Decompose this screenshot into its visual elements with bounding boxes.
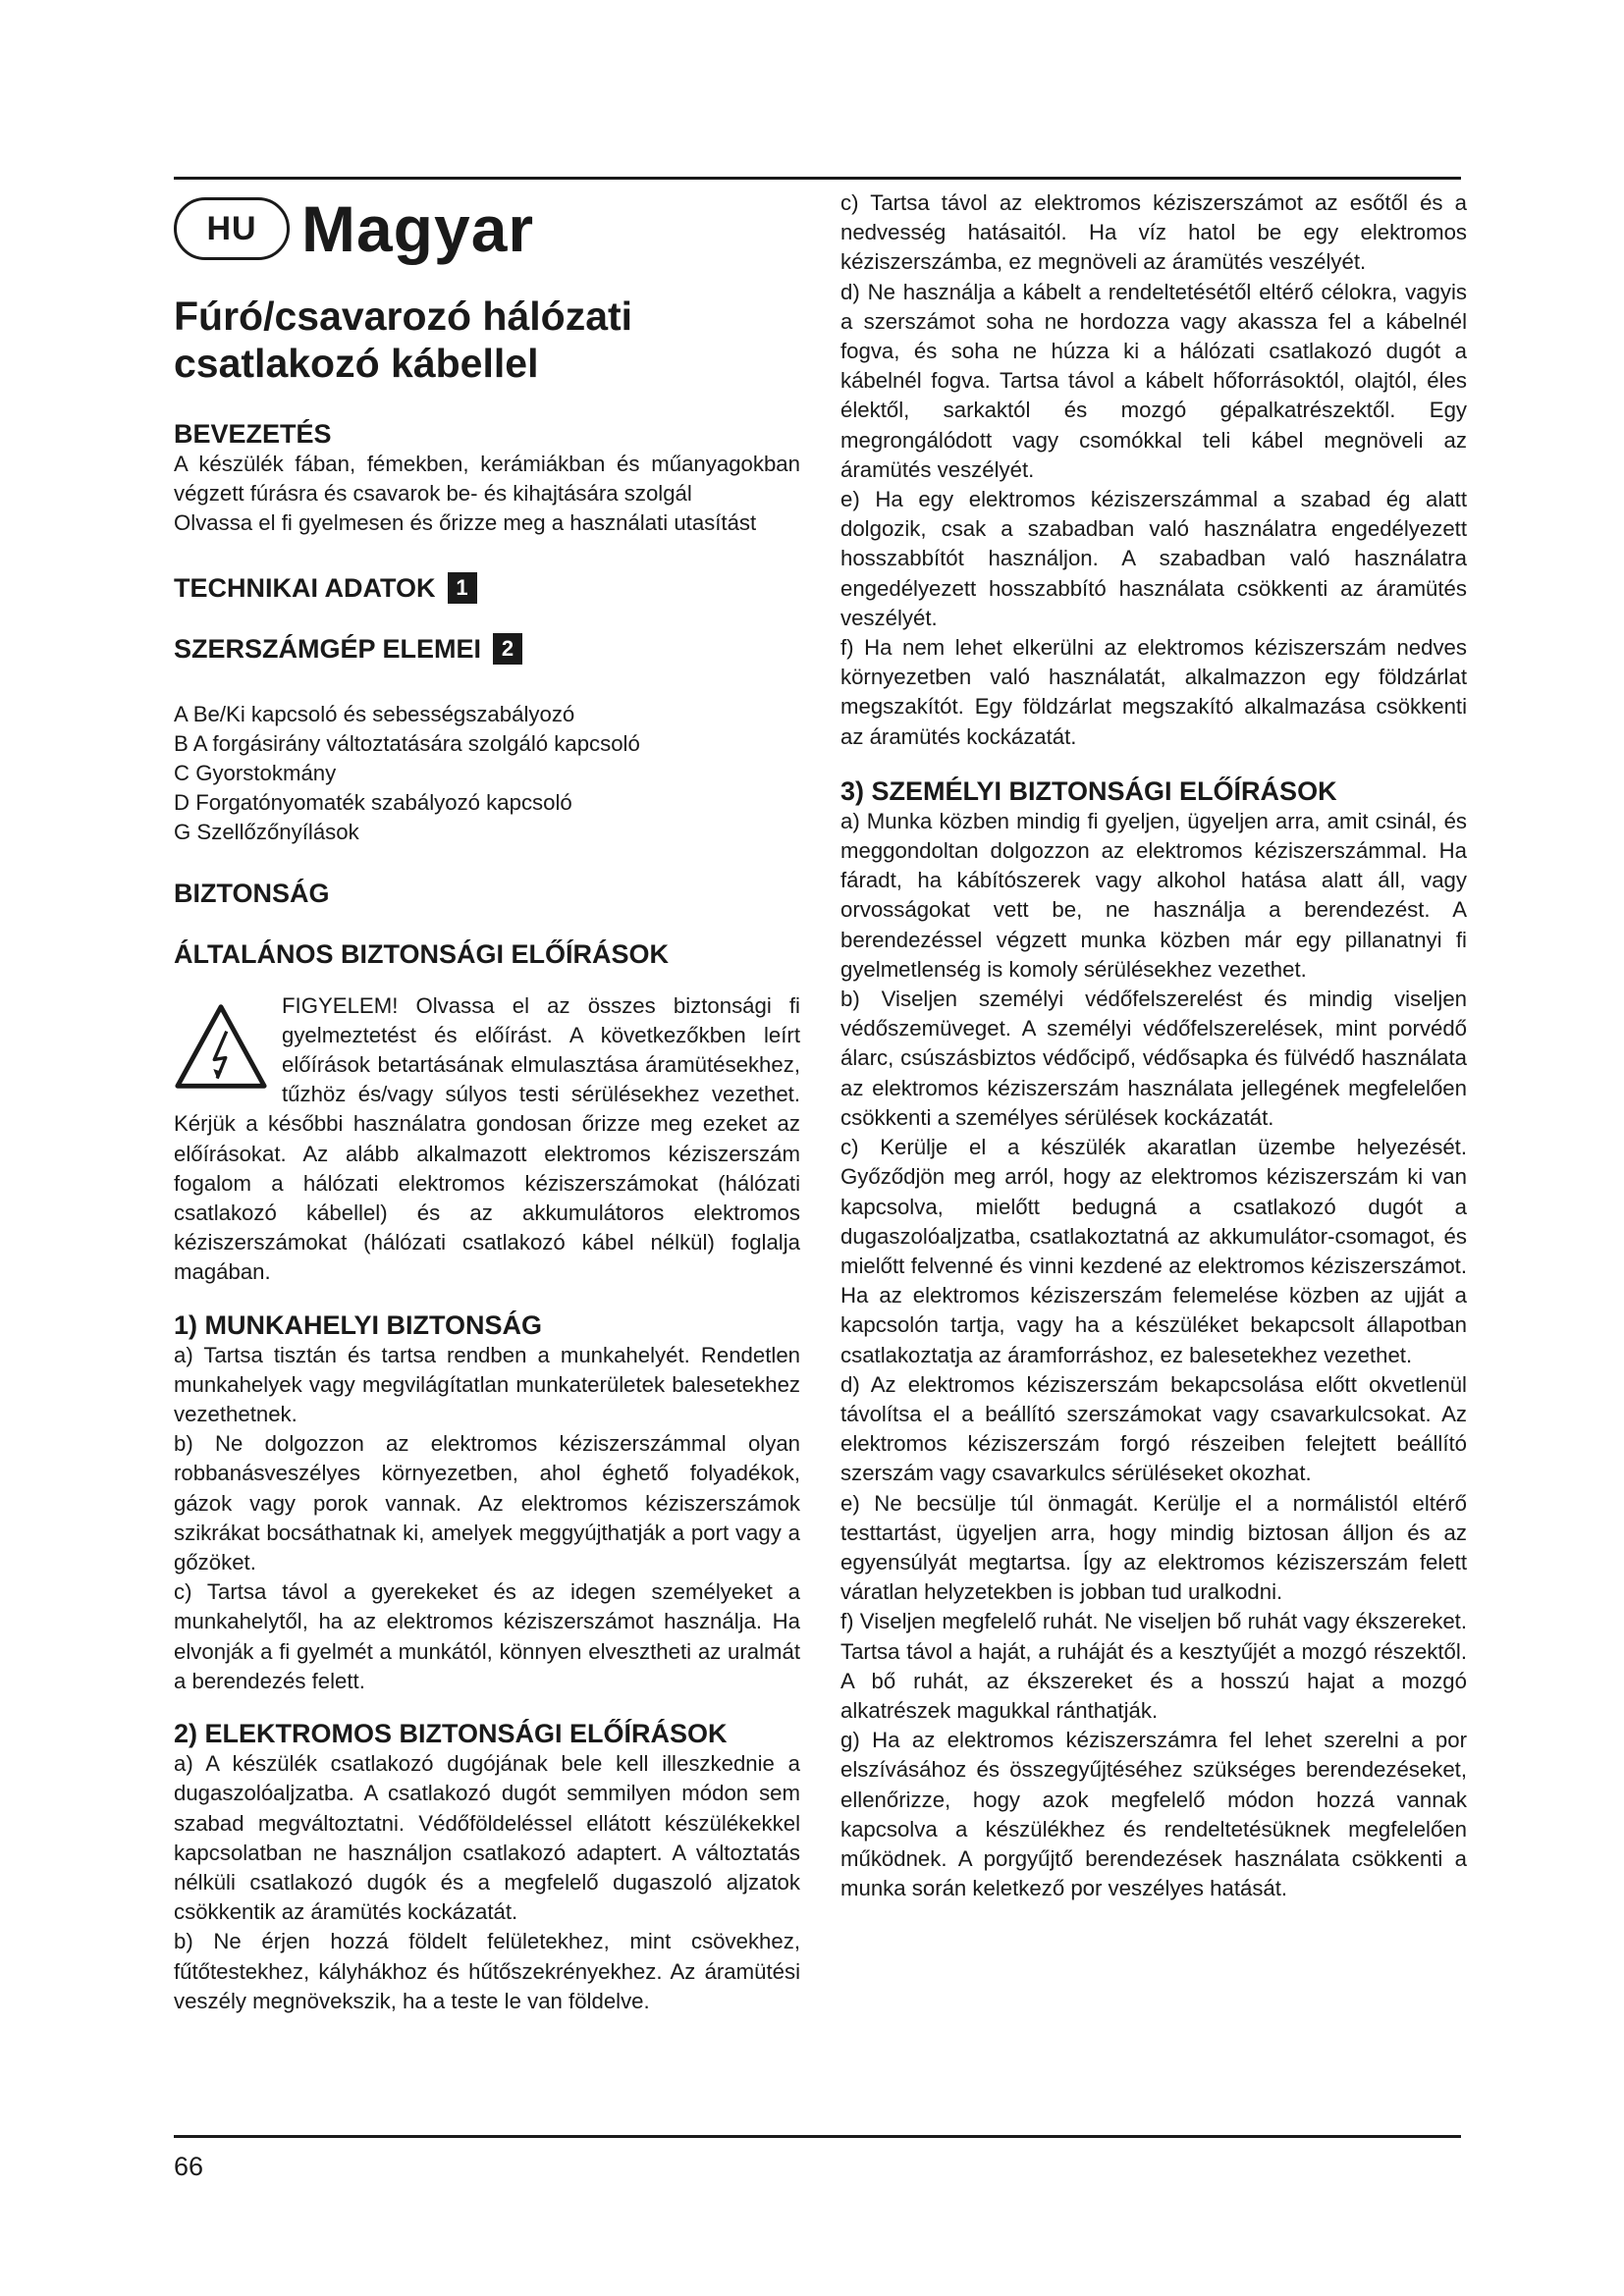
personal-item-b: b) Viseljen személyi védőfelszerelést és mindig viseljen védőszemüveget. A személyi védőfelszerelések, mint porvédő álarc, csúszásbiztos védőcipő, védősapka és fülvédő használata az elektromos kéziszerszám használata jellegének megfelelően csökkenti a személyes sérülések kockázatát. <box>840 987 1467 1130</box>
figure-ref-2: 2 <box>493 633 522 665</box>
intro-paragraph-2: Olvassa el fi gyelmesen és őrizze meg a használati utasítást <box>174 510 757 536</box>
safety-heading: BIZTONSÁG <box>174 878 330 908</box>
parts-heading-row <box>174 633 800 665</box>
intro-paragraph-1: A készülék fában, fémekben, kerámiákban és műanyagokban végzett fúrásra és csavarok be- és kihajtására szolgál <box>174 452 800 507</box>
list-item: B A forgásirány változtatására szolgáló kapcsoló <box>174 730 640 756</box>
intro-heading: BEVEZETÉS <box>174 419 332 449</box>
personal-safety-heading: 3) SZEMÉLYI BIZTONSÁGI ELŐÍRÁSOK <box>840 775 1337 806</box>
parts-list <box>174 700 800 848</box>
workplace-item-a: a) Tartsa tisztán és tartsa rendben a munkahelyét. Rendetlen munkahelyek vagy megvilágítatlan munkaterületek balesetekhez vezethetnek. <box>174 1342 800 1427</box>
document-title: Fúró/csavarozó hálózati csatlakozó kábellel <box>174 294 633 386</box>
right-column <box>840 188 1467 1903</box>
electrical-item-a: a) A készülék csatlakozó dugójának bele kell illeszkednie a dugaszolóaljzatba. A csatlakozó dugót semmilyen módon sem szabad megváltoztatni. Védőföldeléssel ellátott készülékekkel kapcsolatban ne használjon csatlakozó adaptert. A változtatás nélküli csatlakozó dugók és a megfelelő dugaszoló aljzatok csökkentik az áramütés kockázatát. <box>174 1751 800 1925</box>
tech-data-heading: TECHNIKAI ADATOK <box>174 572 436 603</box>
page-number: 66 <box>174 2152 204 2181</box>
language-title: Magyar <box>301 192 535 265</box>
electric-hazard-icon <box>174 1001 268 1092</box>
personal-item-e: e) Ne becsülje túl önmagát. Kerülje el a normálistól eltérő testtartást, ügyeljen arra, hogy mindig biztosan álljon és az egyensúlyát megtartsa. Így az elektromos kéziszerszám felett váratlan helyzetekben is jobban tud uralkodni. <box>840 1490 1467 1605</box>
workplace-item-c: c) Tartsa távol a gyerekeket és az idegen személyeket a munkahelytől, ha az elektromos kéziszerszámot használja. Ha elvonják a fi gyelmét a munkától, könnyen elvesztheti az uralmát a berendezés felett. <box>174 1579 800 1693</box>
electrical-item-c: c) Tartsa távol az elektromos kéziszerszámot az esőtől és a nedvesség hatásaitól. Ha víz hatol be egy elektromos kéziszerszámba, ez megnöveli az áramütés veszélyét. <box>840 190 1467 275</box>
personal-item-c: c) Kerülje el a készülék akaratlan üzembe helyezését. Győződjön meg arról, hogy az elektromos kéziszerszám ki van kapcsolva, mielőtt bedugná a csatlakozó dugót a dugaszolóaljzatba, csatlakoztatná az akkumulátor-csomagot, és mielőtt felvenné és vinni kezdené az elektromos kéziszerszámot. Ha az elektromos kéziszerszám felemelése közben az ujját a kapcsolón tartja, vagy ha a készüléket bekapcsolt állapotban csatlakoztatja az áramforráshoz, ez balesetekhez vezethet. <box>840 1135 1467 1367</box>
personal-item-g: g) Ha az elektromos kéziszerszámra fel lehet szerelni a por elszívásához és összegyűjtéséhez szükséges berendezéseket, ellenőrizze, hogy azok megfelelő módon hozzá vannak kapcsolva a készülékhez és rendeltetésüknek megfelelően működnek. A porgyűjtő berendezések használata csökkenti a munka során keletkező por veszélyes hatását. <box>840 1728 1467 1901</box>
figure-ref-1: 1 <box>448 572 477 604</box>
electrical-item-f: f) Ha nem lehet elkerülni az elektromos kéziszerszám nedves környezetben való használatát, alkalmazzon egy földzárlat megszakítót. Egy földzárlat megszakító alkalmazása csökkenti az áramütés kockázatát. <box>840 635 1467 749</box>
language-header <box>174 188 800 269</box>
parts-heading: SZERSZÁMGÉP ELEMEI <box>174 633 482 664</box>
workplace-item-b: b) Ne dolgozzon az elektromos kéziszerszámmal olyan robbanásveszélyes környezetben, ahol éghető folyadékok, gázok vagy porok vannak. Az elektromos kéziszerszámok szikrákat bocsáthatnak ki, amelyek meggyújthatják a port vagy a gőzöket. <box>174 1431 800 1575</box>
left-column <box>174 188 800 2016</box>
top-rule <box>174 177 1461 180</box>
general-safety-heading: ÁLTALÁNOS BIZTONSÁGI ELŐÍRÁSOK <box>174 938 669 969</box>
warning-text: FIGYELEM! Olvassa el az összes biztonsági fi gyelmeztetést és előírást. A következőkben leírt előírások betartásának elmulasztása áramütésekhez, tűzhöz és/vagy súlyos testi sérülésekhez vezethet. Kérjük a későbbi használatra gondosan őrizze meg ezeket az előírásokat. Az alább alkalmazott elektromos kéziszerszám fogalom a hálózati elektromos kéziszerszámokat (hálózati csatlakozó kábellel) és az akkumulátoros elektromos kéziszerszámokat (hálózati csatlakozó kábel nélkül) foglalja magában. <box>174 992 800 1285</box>
bottom-rule <box>174 2135 1461 2138</box>
list-item: D Forgatónyomaték szabályozó kapcsoló <box>174 790 572 816</box>
personal-item-f: f) Viseljen megfelelő ruhát. Ne viseljen bő ruhát vagy ékszereket. Tartsa távol a haját, a ruháját és a kesztyűjét a mozgó részektől. A bő ruhát, az ékszereket és a hosszú hajat a mozgó alkatrészek magukkal ránthatják. <box>840 1609 1467 1723</box>
list-item: C Gyorstokmány <box>174 761 337 786</box>
electrical-item-b: b) Ne érjen hozzá földelt felületekhez, mint csövekhez, fűtőtestekhez, kályhákhoz és hűtőszekrényekhez. Az áramütési veszély megnövekszik, ha a teste le van földelve. <box>174 1929 800 2013</box>
workplace-safety-heading: 1) MUNKAHELYI BIZTONSÁG <box>174 1309 543 1340</box>
list-item: G Szellőzőnyílások <box>174 820 359 845</box>
warning-block <box>174 991 800 1288</box>
personal-item-d: d) Az elektromos kéziszerszám bekapcsolása előtt okvetlenül távolítsa el a beállító szerszámokat vagy csavarkulcsokat. Az elektromos kéziszerszám forgó részeiben felejtett beállító szerszám vagy csavarkulcs sérüléseket okozhat. <box>840 1371 1467 1486</box>
tech-data-heading-row <box>174 572 800 604</box>
electrical-item-e: e) Ha egy elektromos kéziszerszámmal a szabad ég alatt dolgozik, csak a szabadban való használatra engedélyezett hosszabbítót használjon. A szabadban való használatra engedélyezett hosszabbító használata csökkenti az áramütés veszélyét. <box>840 487 1467 630</box>
list-item: A Be/Ki kapcsoló és sebességszabályozó <box>174 701 575 726</box>
electrical-safety-heading: 2) ELEKTROMOS BIZTONSÁGI ELŐÍRÁSOK <box>174 1719 728 1749</box>
personal-item-a: a) Munka közben mindig fi gyeljen, ügyeljen arra, amit csinál, és meggondoltan dolgozzon az elektromos kéziszerszámmal. Ha fáradt, ha kábítószerek vagy alkohol hatása alatt áll, vagy orvosságokat vett be, ne használja a berendezést. A berendezéssel végzett munka közben már egy pillanatnyi fi gyelmetlenség is komoly sérülésekhez vezethet. <box>840 808 1467 982</box>
language-code-badge: HU <box>174 197 290 260</box>
electrical-item-d: d) Ne használja a kábelt a rendeltetésétől eltérő célokra, vagyis a szerszámot soha ne hordozza vagy akassza fel a kábelnél fogva, és soha ne húzza ki a hálózati csatlakozó dugót a kábelnél fogva. Tartsa távol a kábelt hőforrásoktól, olajtól, éles élektől, sarkaktól és mozgó gépalkatrészektől. Egy megrongálódott vagy csomókkal teli kábel megnöveli az áramütés veszélyét. <box>840 279 1467 482</box>
